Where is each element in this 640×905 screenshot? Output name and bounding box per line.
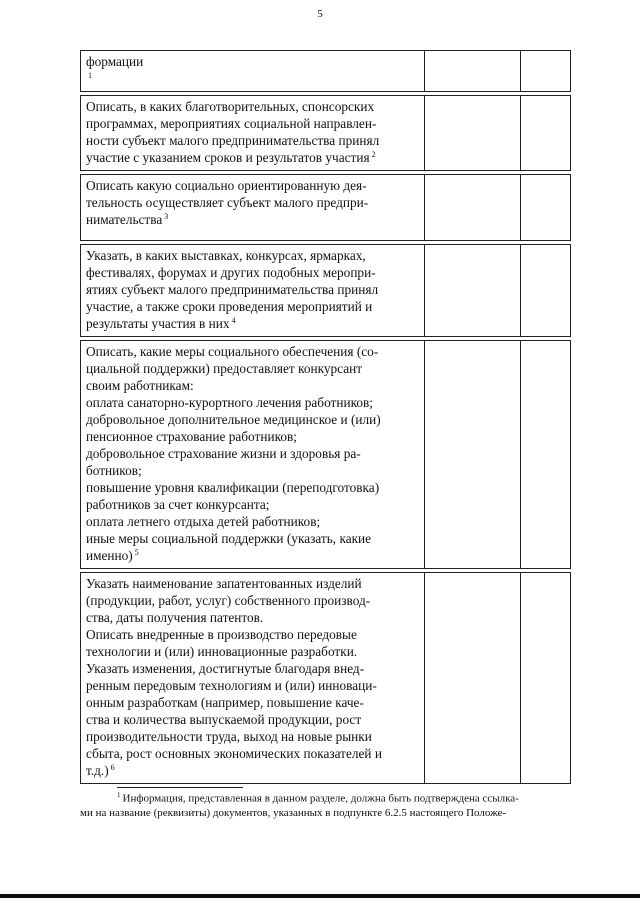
row-line: участие с указанием сроков и результатов участия — [86, 150, 370, 165]
footnote-ref: 5 — [134, 547, 139, 557]
footnote-ref: 6 — [110, 762, 115, 772]
empty-cell — [520, 96, 570, 171]
empty-cell — [520, 573, 570, 784]
footnote-ref: 3 — [164, 211, 169, 221]
table-row — [81, 51, 571, 92]
table-row — [81, 573, 571, 784]
empty-cell — [520, 51, 570, 92]
row-line: Описать, в каких благотворительных, спонсорских — [86, 99, 375, 114]
row-line: производительности труда, выход на новые рынки — [86, 729, 372, 744]
row-line: участие, а также сроки проведения мероприятий и — [86, 299, 373, 314]
page-number: 5 — [317, 8, 323, 20]
row-line: ятиях субъект малого предпринимательства принял — [86, 282, 379, 297]
row-line: оплата санаторно-курортного лечения работников; — [86, 395, 373, 410]
row-line: нимательства — [86, 212, 163, 227]
row-line: Указать наименование запатентованных изделий — [86, 576, 362, 591]
table-row — [81, 245, 571, 337]
row-line: повышение уровня квалификации (переподготовка) — [86, 480, 380, 495]
row-line: программах, мероприятиях социальной направлен- — [86, 116, 377, 131]
empty-cell — [520, 341, 570, 569]
row-text-cell — [81, 341, 425, 569]
table-row — [81, 175, 571, 241]
row-line: пенсионное страхование работников; — [86, 429, 297, 444]
row-line: Описать какую социально ориентированную дея- — [86, 178, 367, 193]
row-text-cell — [81, 51, 425, 92]
empty-cell — [520, 175, 570, 241]
footnote-ref: 2 — [371, 149, 376, 159]
empty-cell — [424, 341, 520, 569]
row-line: своим работникам: — [86, 378, 194, 393]
row-line: ства, даты получения патентов. — [86, 610, 264, 625]
footnote-mark: 1 — [117, 791, 121, 799]
footnote-ref: 1 — [88, 70, 92, 80]
row-line: сбыта, рост основных экономических показателей и — [86, 746, 382, 761]
row-line: ренным передовым технологиям и (или) инноваци- — [86, 678, 377, 693]
table-row — [81, 341, 571, 569]
footnote-line: Информация, представленная в данном разделе, должна быть подтверждена ссылка- — [122, 792, 519, 805]
footnote — [80, 788, 572, 820]
empty-cell — [424, 573, 520, 784]
row-text-cell — [81, 96, 425, 171]
form-table — [80, 50, 571, 784]
row-line: иные меры социальной поддержки (указать, какие — [86, 531, 372, 546]
row-line: технологии и (или) инновационные разработки. — [86, 644, 358, 659]
row-line: ности субъект малого предпринимательства принял — [86, 133, 380, 148]
row-line: (продукции, работ, услуг) собственного производ- — [86, 593, 371, 608]
row-line: работников за счет конкурсанта; — [86, 497, 270, 512]
row-line: формации — [86, 54, 144, 69]
row-line: Указать, в каких выставках, конкурсах, ярмарках, — [86, 248, 366, 263]
row-text-cell — [81, 245, 425, 337]
row-text-cell — [81, 573, 425, 784]
row-text-cell — [81, 175, 425, 241]
scan-edge-bar — [0, 894, 640, 898]
row-line: ботников; — [86, 463, 142, 478]
empty-cell — [520, 245, 570, 337]
row-line: т.д.) — [86, 763, 109, 778]
empty-cell — [424, 96, 520, 171]
row-line: циальной поддержки) предоставляет конкурсант — [86, 361, 363, 376]
row-line: добровольное страхование жизни и здоровья ра- — [86, 446, 361, 461]
row-line: фестивалях, форумах и других подобных меропри- — [86, 265, 376, 280]
empty-cell — [424, 245, 520, 337]
row-line: онным разработкам (например, повышение каче- — [86, 695, 364, 710]
empty-cell — [424, 175, 520, 241]
row-line: именно) — [86, 548, 133, 563]
row-line: Указать изменения, достигнутые благодаря внед- — [86, 661, 365, 676]
footnote-line: ми на название (реквизиты) документов, указанных в подпункте 6.2.5 настоящего Положе- — [80, 806, 507, 819]
row-line: Описать, какие меры социального обеспечения (со- — [86, 344, 379, 359]
row-line: Описать внедренные в производство передовые — [86, 627, 357, 642]
row-line: добровольное дополнительное медицинское и (или) — [86, 412, 381, 427]
empty-cell — [424, 51, 520, 92]
row-line: результаты участия в них — [86, 316, 230, 331]
row-line: ства и количества выпускаемой продукции, рост — [86, 712, 362, 727]
row-line: тельность осуществляет субъект малого предпри- — [86, 195, 369, 210]
row-line: оплата летнего отдыха детей работников; — [86, 514, 321, 529]
table-row — [81, 96, 571, 171]
footnote-ref: 4 — [231, 315, 236, 325]
